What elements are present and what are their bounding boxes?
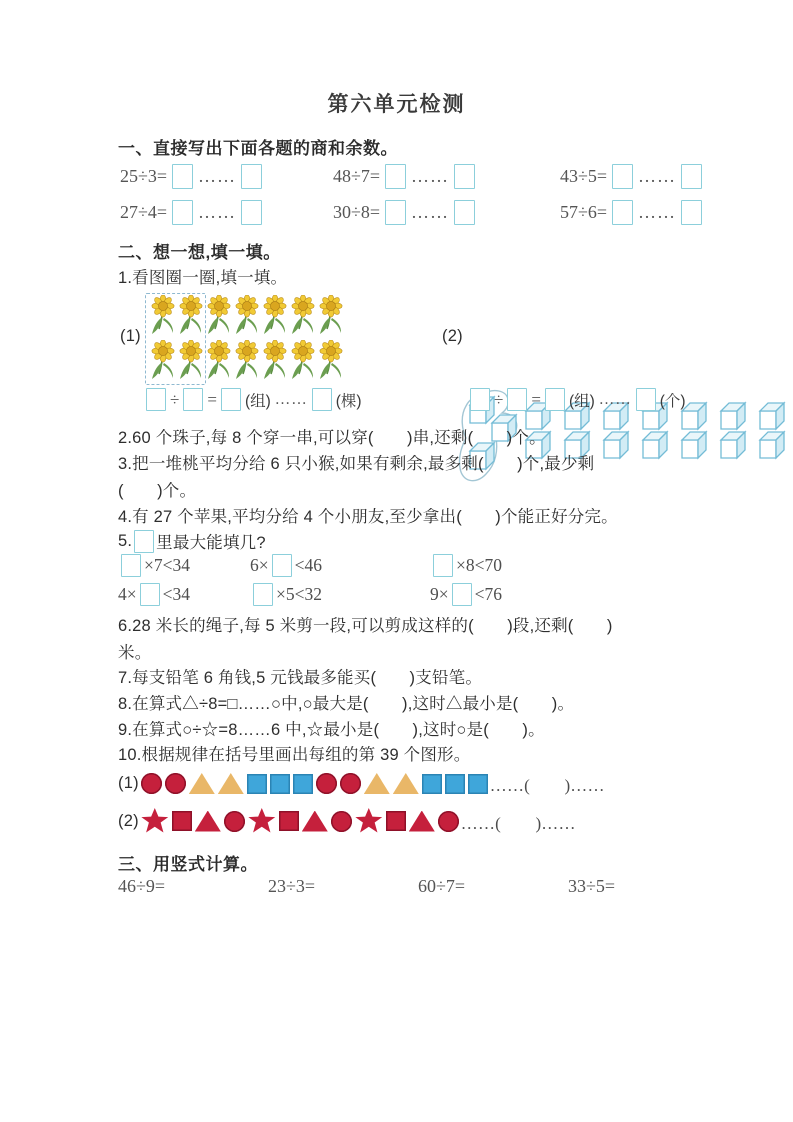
triangle-shape: [393, 773, 419, 794]
sunflower: [178, 340, 204, 383]
inequality-expression: 4× <34: [118, 584, 190, 604]
pattern-label: (2): [118, 811, 139, 830]
cube: [679, 430, 709, 461]
answer-box[interactable]: [221, 388, 241, 411]
vertical-calc-problem: 60÷7=: [418, 876, 466, 896]
answer-box[interactable]: [134, 530, 154, 553]
square-shape: [293, 774, 313, 794]
question-3-line1: 3.把一堆桃平均分给 6 只小猴,如果有剩余,最多剩( )个,最少剩: [118, 455, 595, 473]
cube-icon: [718, 430, 748, 461]
sunflower-icon: [318, 295, 344, 338]
answer-box[interactable]: [121, 554, 141, 577]
square-shape: [270, 774, 290, 794]
answer-box[interactable]: [183, 388, 203, 411]
inequality-expression: 6× <46: [250, 555, 322, 575]
circle-shape: [224, 811, 245, 832]
square-shape: [386, 811, 406, 831]
sunflower-icon: [234, 340, 260, 383]
question-5: [118, 529, 266, 553]
divide-sign: ÷: [494, 389, 504, 409]
square-shape: [279, 811, 299, 831]
circle-shape: [340, 773, 361, 794]
answer-box[interactable]: [172, 164, 193, 189]
sunflower-icon: [150, 295, 176, 338]
unit-group-label: (组): [244, 392, 271, 410]
inequality-expression: 9× <76: [430, 584, 502, 604]
inequality-expression: ×7<34: [118, 554, 190, 577]
cube: [757, 430, 787, 461]
equals-sign: =: [207, 389, 217, 409]
sunflower: [234, 295, 260, 338]
division-problem: [120, 200, 262, 225]
cube: [718, 401, 748, 432]
answer-box[interactable]: [172, 200, 193, 225]
unit-tail-label: (棵): [335, 392, 362, 410]
remainder-dots: ……: [411, 166, 450, 186]
item-1-label: (1): [120, 327, 141, 345]
question-6-line1: 6.28 米长的绳子,每 5 米剪一段,可以剪成这样的( )段,还剩( ): [118, 617, 613, 635]
circle-shape: [316, 773, 337, 794]
square-shape: [172, 811, 192, 831]
sunflower: [262, 340, 288, 383]
pattern-label: (1): [118, 774, 139, 792]
cube-icon: [757, 430, 787, 461]
page-title: 第六单元检测: [327, 93, 466, 116]
question-6-line2: 米。: [118, 644, 152, 662]
question-5-number: 5.: [118, 531, 133, 550]
sunflower-icon: [178, 295, 204, 338]
sunflower-icon: [262, 340, 288, 383]
star-shape: [141, 808, 169, 834]
sunflower-icon: [290, 340, 316, 383]
sunflower: [318, 340, 344, 383]
cube-icon: [757, 401, 787, 432]
unit-tail-label: (个): [659, 392, 686, 410]
answer-box[interactable]: [241, 200, 262, 225]
division-problem: [333, 200, 475, 225]
cube: [601, 430, 631, 461]
triangle-shape: [218, 773, 244, 794]
circle-shape: [165, 773, 186, 794]
sunflower: [206, 340, 232, 383]
question-3-line2: ( )个。: [118, 482, 197, 500]
answer-box[interactable]: [612, 200, 633, 225]
shape-sequence: [141, 808, 459, 834]
question-9: 9.在算式○÷☆=8……6 中,☆最小是( ),这时○是( )。: [118, 721, 545, 739]
inequality-expression: ×8<70: [430, 554, 502, 577]
remainder-dots: ……: [198, 202, 237, 222]
division-expression: 48÷7=: [333, 166, 381, 186]
sunflower-figure: [148, 293, 348, 385]
cube-icon: [679, 430, 709, 461]
triangle-shape: [195, 811, 221, 832]
division-problem: [560, 164, 702, 189]
sunflower: [318, 295, 344, 338]
division-expression: 27÷4=: [120, 202, 168, 222]
division-problem: [560, 200, 702, 225]
answer-box[interactable]: [681, 200, 702, 225]
pattern-row-1: [118, 771, 605, 796]
triangle-shape: [409, 811, 435, 832]
answer-box[interactable]: [140, 583, 160, 606]
cube-icon: [718, 401, 748, 432]
answer-box[interactable]: [612, 164, 633, 189]
sunflower: [178, 295, 204, 338]
pattern-tail: ……( )……: [460, 813, 576, 833]
cube: [718, 430, 748, 461]
circle-shape: [141, 773, 162, 794]
equals-sign: =: [531, 389, 541, 409]
answer-box[interactable]: [545, 388, 565, 411]
sunflower: [206, 295, 232, 338]
sunflower-icon: [290, 295, 316, 338]
division-expression: 57÷6=: [560, 202, 608, 222]
remainder-dots: ……: [411, 202, 450, 222]
circle-shape: [331, 811, 352, 832]
answer-box[interactable]: [681, 164, 702, 189]
answer-box[interactable]: [385, 164, 406, 189]
sunflower: [150, 340, 176, 383]
triangle-shape: [364, 773, 390, 794]
question-7: 7.每支铅笔 6 角钱,5 元钱最多能买( )支铅笔。: [118, 669, 483, 687]
answer-box[interactable]: [454, 164, 475, 189]
sunflower: [234, 340, 260, 383]
answer-box[interactable]: [272, 554, 292, 577]
vertical-calc-problem: 46÷9=: [118, 876, 166, 896]
cube-icon: [640, 430, 670, 461]
shape-sequence: [141, 773, 488, 794]
answer-box[interactable]: [433, 554, 453, 577]
sunflower-icon: [150, 340, 176, 383]
sunflower: [150, 295, 176, 338]
inequality-expression: ×5<32: [250, 583, 322, 606]
remainder-dots: ……: [638, 166, 677, 186]
sunflower-icon: [234, 295, 260, 338]
division-problem: [333, 164, 475, 189]
answer-box[interactable]: [470, 388, 490, 411]
answer-box[interactable]: [636, 388, 656, 411]
remainder-dots: ……: [274, 390, 308, 408]
sunflower-icon: [262, 295, 288, 338]
question-4: 4.有 27 个苹果,平均分给 4 个小朋友,至少拿出( )个能正好分完。: [118, 508, 618, 526]
answer-box[interactable]: [146, 388, 166, 411]
pattern-tail: ……( )……: [489, 776, 605, 795]
circle-shape: [438, 811, 459, 832]
item-2-label: (2): [442, 327, 463, 345]
division-expression: 30÷8=: [333, 202, 381, 222]
unit-group-label: (组): [568, 392, 595, 410]
cube: [757, 401, 787, 432]
division-expression: 43÷5=: [560, 166, 608, 186]
answer-box[interactable]: [507, 388, 527, 411]
division-expression: 25÷3=: [120, 166, 168, 186]
vertical-calc-problem: 33÷5=: [568, 876, 616, 896]
section-one-heading: 一、直接写出下面各题的商和余数。: [118, 139, 398, 158]
star-shape: [248, 808, 276, 834]
sunflower: [262, 295, 288, 338]
sunflower-icon: [318, 340, 344, 383]
question-1: 1.看图圈一圈,填一填。: [118, 269, 288, 287]
sunflower-icon: [206, 340, 232, 383]
section-two-heading: 二、想一想,填一填。: [118, 243, 281, 262]
vertical-calc-problem: 23÷3=: [268, 876, 316, 896]
equation-row-cubes: [470, 388, 686, 411]
answer-box[interactable]: [385, 200, 406, 225]
answer-box[interactable]: [253, 583, 273, 606]
divide-sign: ÷: [170, 389, 180, 409]
square-shape: [445, 774, 465, 794]
square-shape: [422, 774, 442, 794]
remainder-dots: ……: [638, 202, 677, 222]
division-problem: [120, 164, 262, 189]
sunflower-icon: [206, 295, 232, 338]
star-shape: [355, 808, 383, 834]
square-shape: [468, 774, 488, 794]
answer-box[interactable]: [312, 388, 332, 411]
sunflower-icon: [178, 340, 204, 383]
question-2: 2.60 个珠子,每 8 个穿一串,可以穿( )串,还剩( )个。: [118, 429, 546, 447]
sunflower: [290, 340, 316, 383]
pattern-row-2: [118, 808, 576, 834]
cube: [640, 430, 670, 461]
section-three-heading: 三、用竖式计算。: [118, 855, 258, 874]
question-10: 10.根据规律在括号里画出每组的第 39 个图形。: [118, 746, 471, 764]
remainder-dots: ……: [198, 166, 237, 186]
remainder-dots: ……: [598, 390, 632, 408]
triangle-shape: [302, 811, 328, 832]
question-5-text: 里最大能填几?: [156, 534, 266, 552]
square-shape: [247, 774, 267, 794]
equation-row-flowers: [146, 388, 362, 411]
cube-icon: [601, 430, 631, 461]
triangle-shape: [189, 773, 215, 794]
answer-box[interactable]: [454, 200, 475, 225]
question-8: 8.在算式△÷8=□……○中,○最大是( ),这时△最小是( )。: [118, 695, 575, 713]
answer-box[interactable]: [241, 164, 262, 189]
sunflower: [290, 295, 316, 338]
answer-box[interactable]: [452, 583, 472, 606]
